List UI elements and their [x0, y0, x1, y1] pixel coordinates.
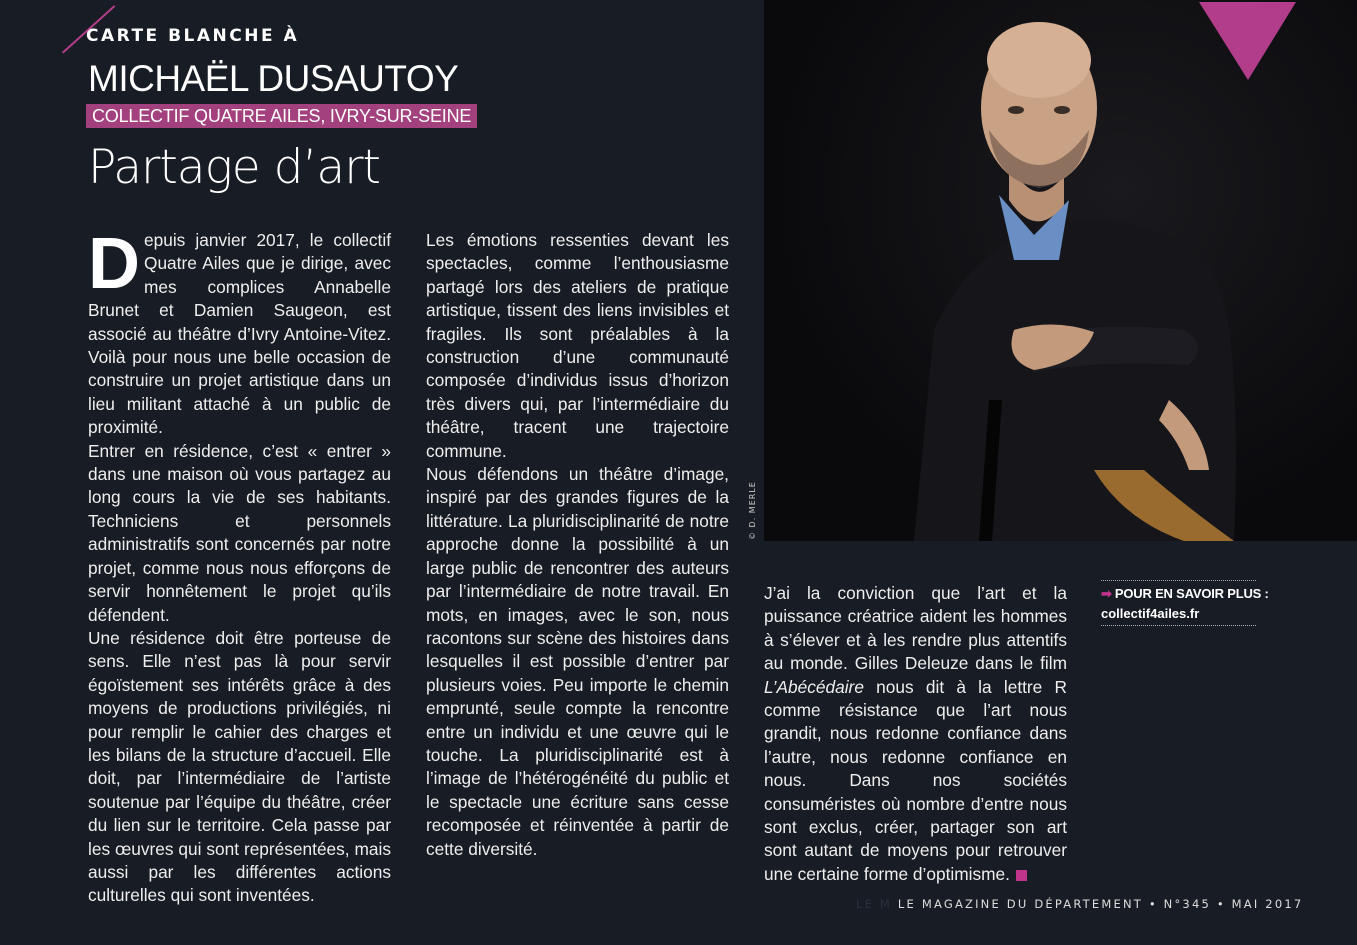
paragraph: epuis janvier 2017, le collectif Quatre Ailes que je dirige, avec mes complices Annabelle Brunet et Damien Saugeon, est associé au théâtre d’Ivry Antoine-Vitez. Voilà pour nous une belle occasion de construire un projet artistique dans un lieu militant attaché à un public de proximité.	[88, 230, 391, 438]
film-title: L’Abécédaire	[764, 676, 864, 697]
jacket	[914, 220, 1236, 542]
article-column-2	[426, 229, 729, 861]
more-info	[1101, 586, 1269, 626]
section-kicker: CARTE BLANCHE À	[86, 26, 300, 46]
paragraph-text: nous dit à la lettre R comme résistance que l’art nous grandit, nous redonne confiance dans l’autre, nous redonne confiance en nous. Dans nos sociétés consuméristes où nombre d’entre nous sont exclus, créer, partager son art sont autant de moyens pour retrouver une certaine forme d’optimisme.	[764, 676, 1067, 884]
arrow-right-icon: ➡	[1101, 586, 1112, 601]
author-name: MICHAËL DUSAUTOY	[88, 58, 459, 99]
paragraph: Les émotions ressenties devant les spectacles, comme l’enthousiasme partagé lors des ateliers de pratique artistique, tissent des liens invisibles et fragiles. Ils sont préalables à la construction d’une communauté composée d’individus issus d’horizon très divers qui, par l’intermédiaire du théâtre, tracent une trajectoire commune.	[426, 230, 729, 461]
more-info-label: POUR EN SAVOIR PLUS :	[1114, 586, 1269, 601]
paragraph	[764, 582, 1067, 886]
article-headline: Partage d’art	[88, 140, 380, 195]
portrait-illustration	[764, 0, 1357, 541]
page-footer	[856, 897, 1303, 911]
footer-text: LE MAGAZINE DU DÉPARTEMENT • N°345 • MAI 2017	[897, 897, 1304, 911]
paragraph: Entrer en résidence, c’est « entrer » dans une maison où vous partagez au long cours la vie de ses habitants. Techniciens et personnels administratifs sont concernés par notre projet, comme nous nous efforçons de servir honnêtement le projet qu’ils défendent.	[88, 440, 391, 625]
triangle-icon	[1199, 2, 1296, 80]
paragraph: Une résidence doit être porteuse de sens. Elle n’est pas là pour servir égoïstement ses intérêts grâce à des moyens de productions privilégiés, ni pour remplir le cahier des charges et les bilans de la structure d’accueil. Elle doit, par l’intermédiaire de l’artiste soutenue par l’équipe du théâtre, créer du lien sur le territoire. Cela passe par les œuvres qui sont représentées, mais aussi par les différentes actions culturelles qui sont inventées.	[88, 627, 391, 906]
dotted-divider	[1101, 580, 1256, 581]
forehead	[987, 22, 1091, 98]
website-link[interactable]: collectif4ailes.fr	[1101, 606, 1200, 621]
paragraph-text: J’ai la conviction que l’art et la puissance créatrice aident les hommes à s’élever et à les rendre plus attentifs au monde. Gilles Deleuze dans le film	[764, 583, 1067, 674]
footer-brand: LE M	[856, 897, 893, 911]
article-column-1	[88, 224, 391, 908]
photo-credit: © D. MERLE	[748, 481, 757, 540]
author-photo	[764, 0, 1357, 541]
dotted-divider	[1101, 621, 1256, 626]
paragraph: Nous défendons un théâtre d’image, inspiré par des grandes figures de la littérature. La pluridisciplinarité de notre approche donne la possibilité à un large public de rencontrer des auteurs par l’intermédiaire de notre travail. En mots, en images, avec le son, nous racontons sur scène des histoires dans lesquelles il est possible d’entrer par plusieurs voies. Peu importe le chemin emprunté, seule compte la rencontre entre un individu et une œuvre qui le touche. La pluridisciplinarité est à l’image de l’hétérogénéité du public et le spectacle une écriture sans cesse recomposée et réinventée à partir de cette diversité.	[426, 464, 729, 859]
end-mark-icon	[1016, 870, 1027, 881]
organization-tag: COLLECTIF QUATRE AILES, IVRY-SUR-SEINE	[86, 104, 477, 128]
eye-right	[1054, 106, 1070, 114]
dropcap: D	[88, 224, 138, 304]
eye-left	[1008, 106, 1024, 114]
article-column-3	[764, 582, 1067, 886]
